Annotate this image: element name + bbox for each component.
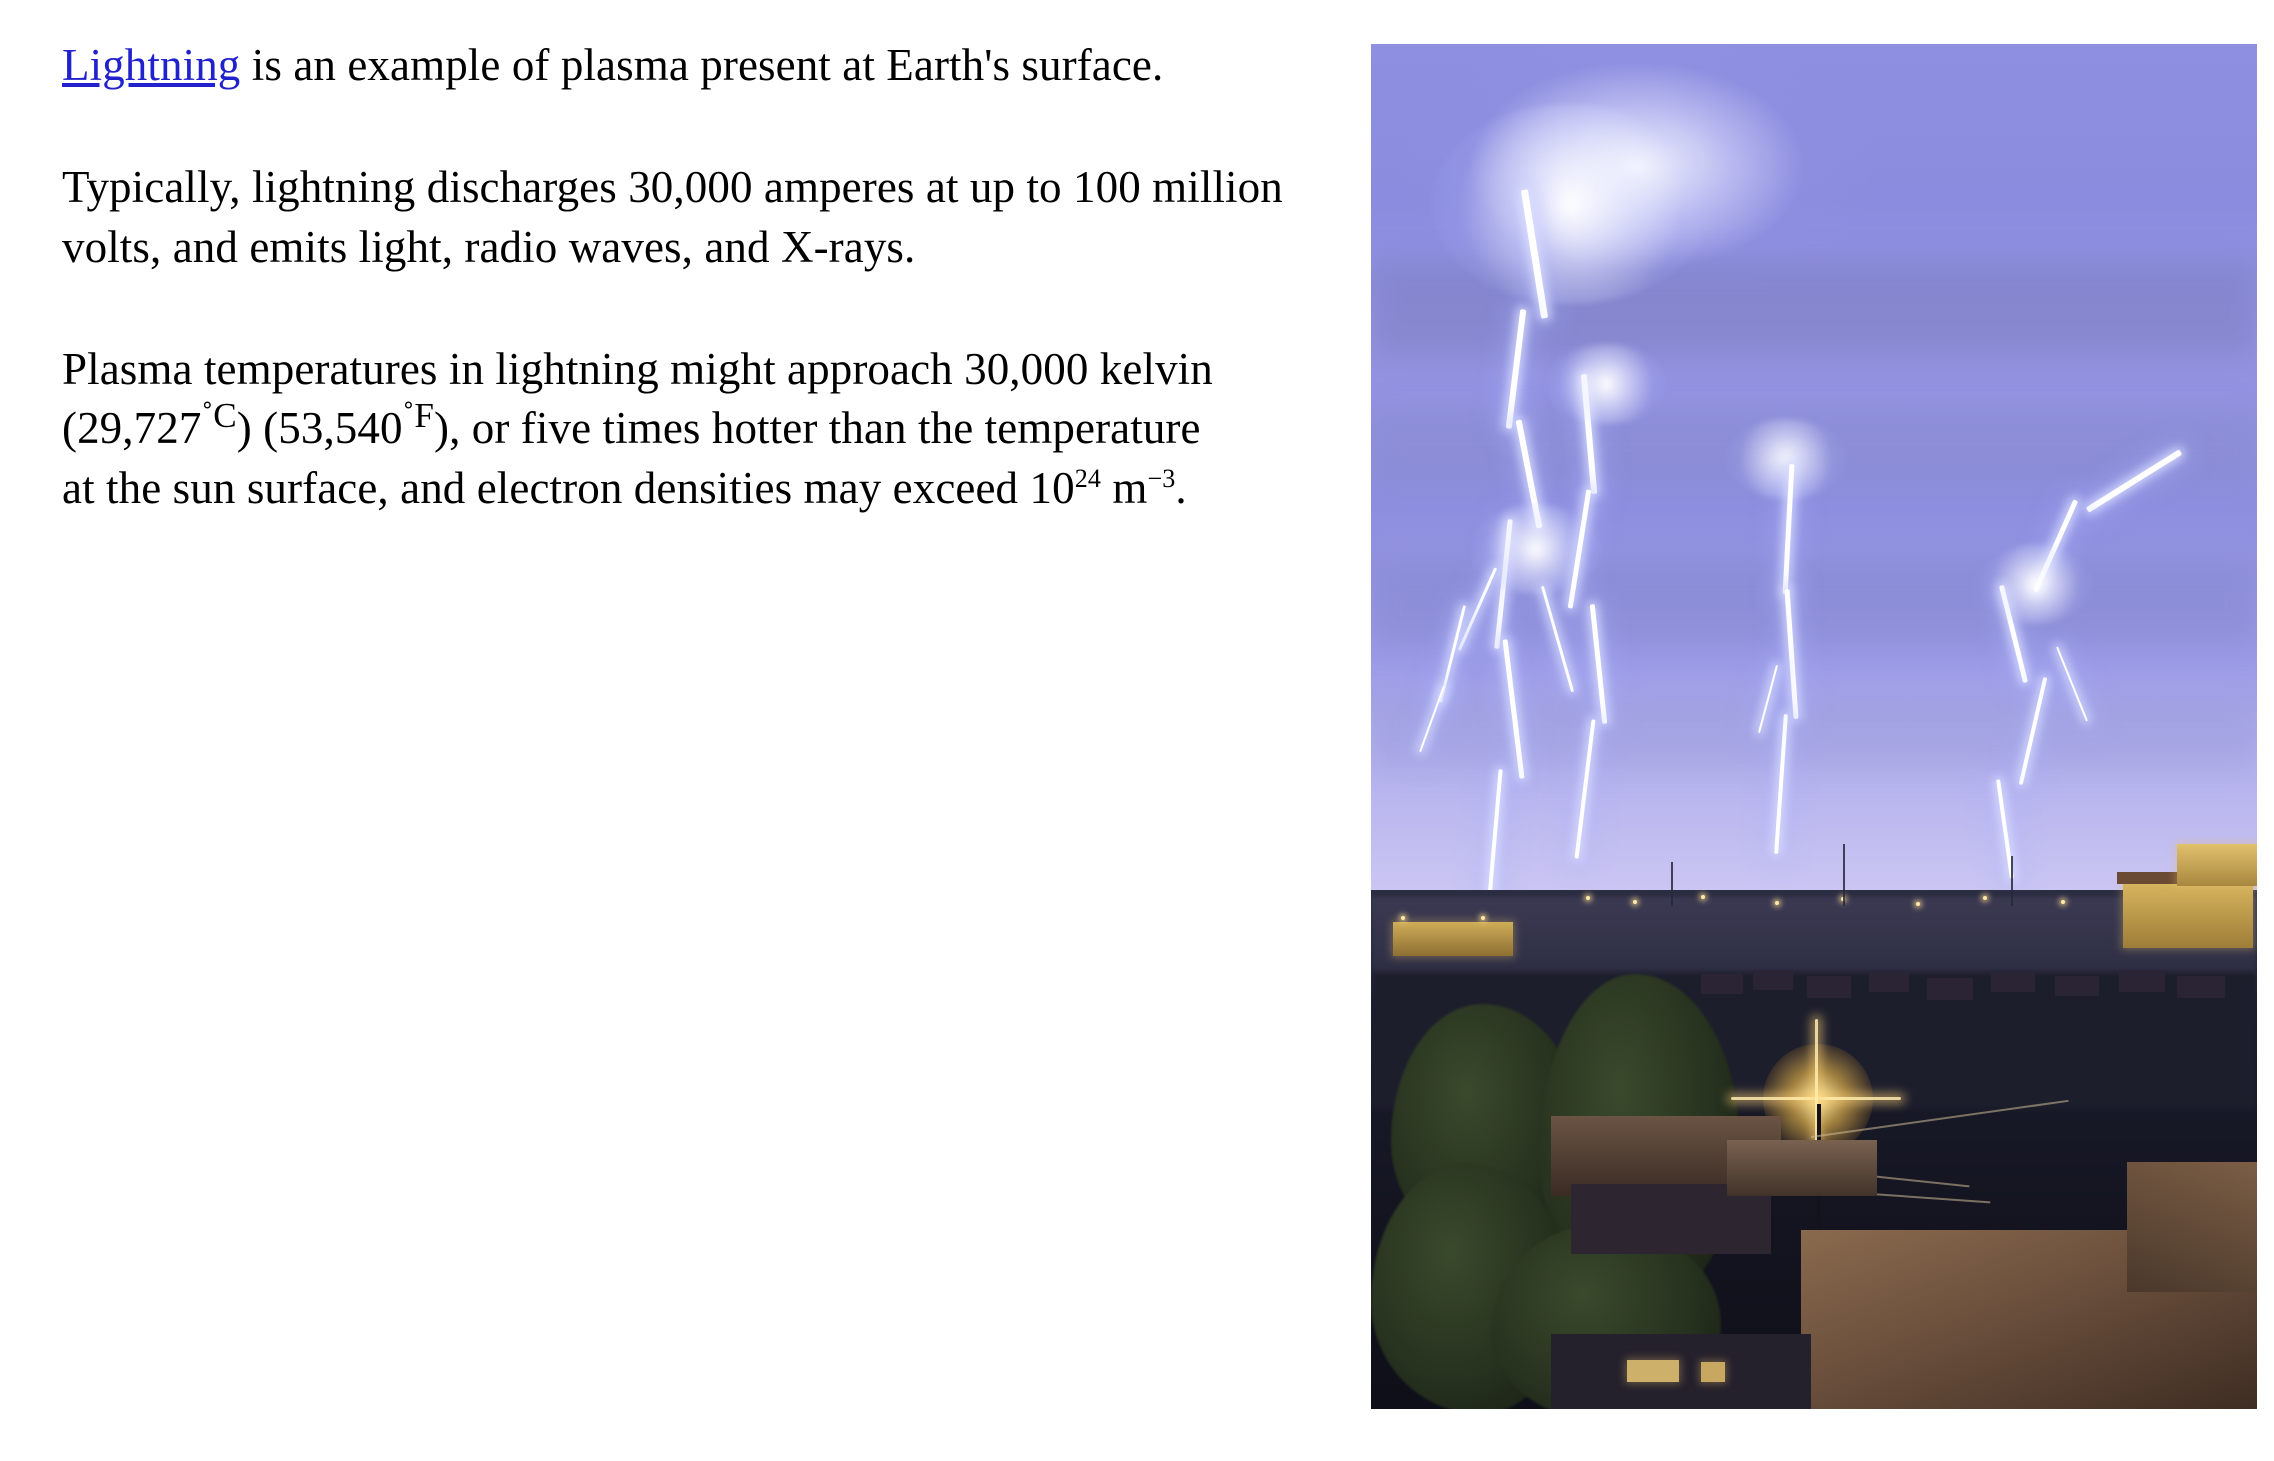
transmission-tower: [1843, 844, 1845, 906]
distant-light: [1916, 902, 1920, 906]
paragraph-3-period: .: [1175, 463, 1187, 514]
parked-vehicle: [1991, 972, 2035, 992]
lit-window: [1627, 1360, 1679, 1382]
exponent-24: 24: [1074, 464, 1101, 494]
lightning-link[interactable]: Lightning: [62, 40, 241, 90]
parked-vehicle: [1927, 978, 1973, 1000]
parked-vehicle: [1753, 970, 1793, 990]
transmission-tower: [1671, 862, 1673, 906]
lit-window: [1701, 1362, 1725, 1382]
photo-canvas: [1371, 44, 2257, 1409]
degree-celsius-symbol: ˚C: [201, 396, 237, 436]
lightning-branch-glow: [1546, 344, 1666, 424]
distant-light: [1586, 896, 1590, 900]
parked-vehicle: [2177, 976, 2225, 998]
paragraph-2-text: Typically, lightning discharges 30,000 amperes at up to 100 million volts, and emits light, radio waves, and X-rays.: [62, 161, 1283, 272]
lightning-flash-glow: [1431, 104, 1711, 304]
house-roof: [1727, 1140, 1877, 1196]
paragraph-3-text-mid: ) (53,540: [236, 403, 403, 454]
paragraph-2: [62, 158, 1352, 278]
paragraph-3-text-part1: Plasma temperatures in lightning might approach 30,000 kelvin (29,727: [62, 343, 1213, 454]
distant-light: [1701, 895, 1705, 899]
paragraph-1-text: is an example of plasma present at Earth's surface.: [240, 40, 1164, 90]
cloud-band: [1371, 699, 2257, 767]
apartment-building: [2123, 882, 2253, 948]
slide-text-column: [62, 36, 1362, 519]
lightning-branch-glow: [1981, 544, 2091, 624]
building-light: [1481, 916, 1485, 920]
paragraph-3-text-part2: ), or five times hotter than the temperature at the sun surface, and electron densities may exceed 10: [62, 403, 1201, 514]
distant-light: [2061, 900, 2065, 904]
paragraph-1: [62, 36, 1282, 96]
parked-vehicle: [2119, 970, 2165, 992]
parked-vehicle: [1869, 972, 1909, 992]
lightning-flash-glow: [1726, 419, 1846, 499]
exponent-minus-3: −3: [1147, 464, 1176, 494]
distant-light: [1633, 900, 1637, 904]
lightning-photograph: [1371, 44, 2257, 1409]
warehouse-building: [1393, 922, 1513, 956]
transmission-tower: [2011, 856, 2013, 906]
parked-vehicle: [1807, 976, 1851, 998]
distant-light: [1775, 901, 1779, 905]
foreground-wall: [1551, 1334, 1811, 1409]
parked-vehicle: [1701, 974, 1743, 994]
building-light: [1401, 916, 1405, 920]
parked-vehicle: [2055, 976, 2099, 996]
foreground-roof-side: [2127, 1162, 2257, 1292]
unit-meters: m: [1101, 463, 1148, 514]
apartment-building: [2177, 844, 2257, 886]
degree-fahrenheit-symbol: ˚F: [402, 396, 434, 436]
paragraph-3: [62, 340, 1242, 520]
distant-light: [1983, 896, 1987, 900]
